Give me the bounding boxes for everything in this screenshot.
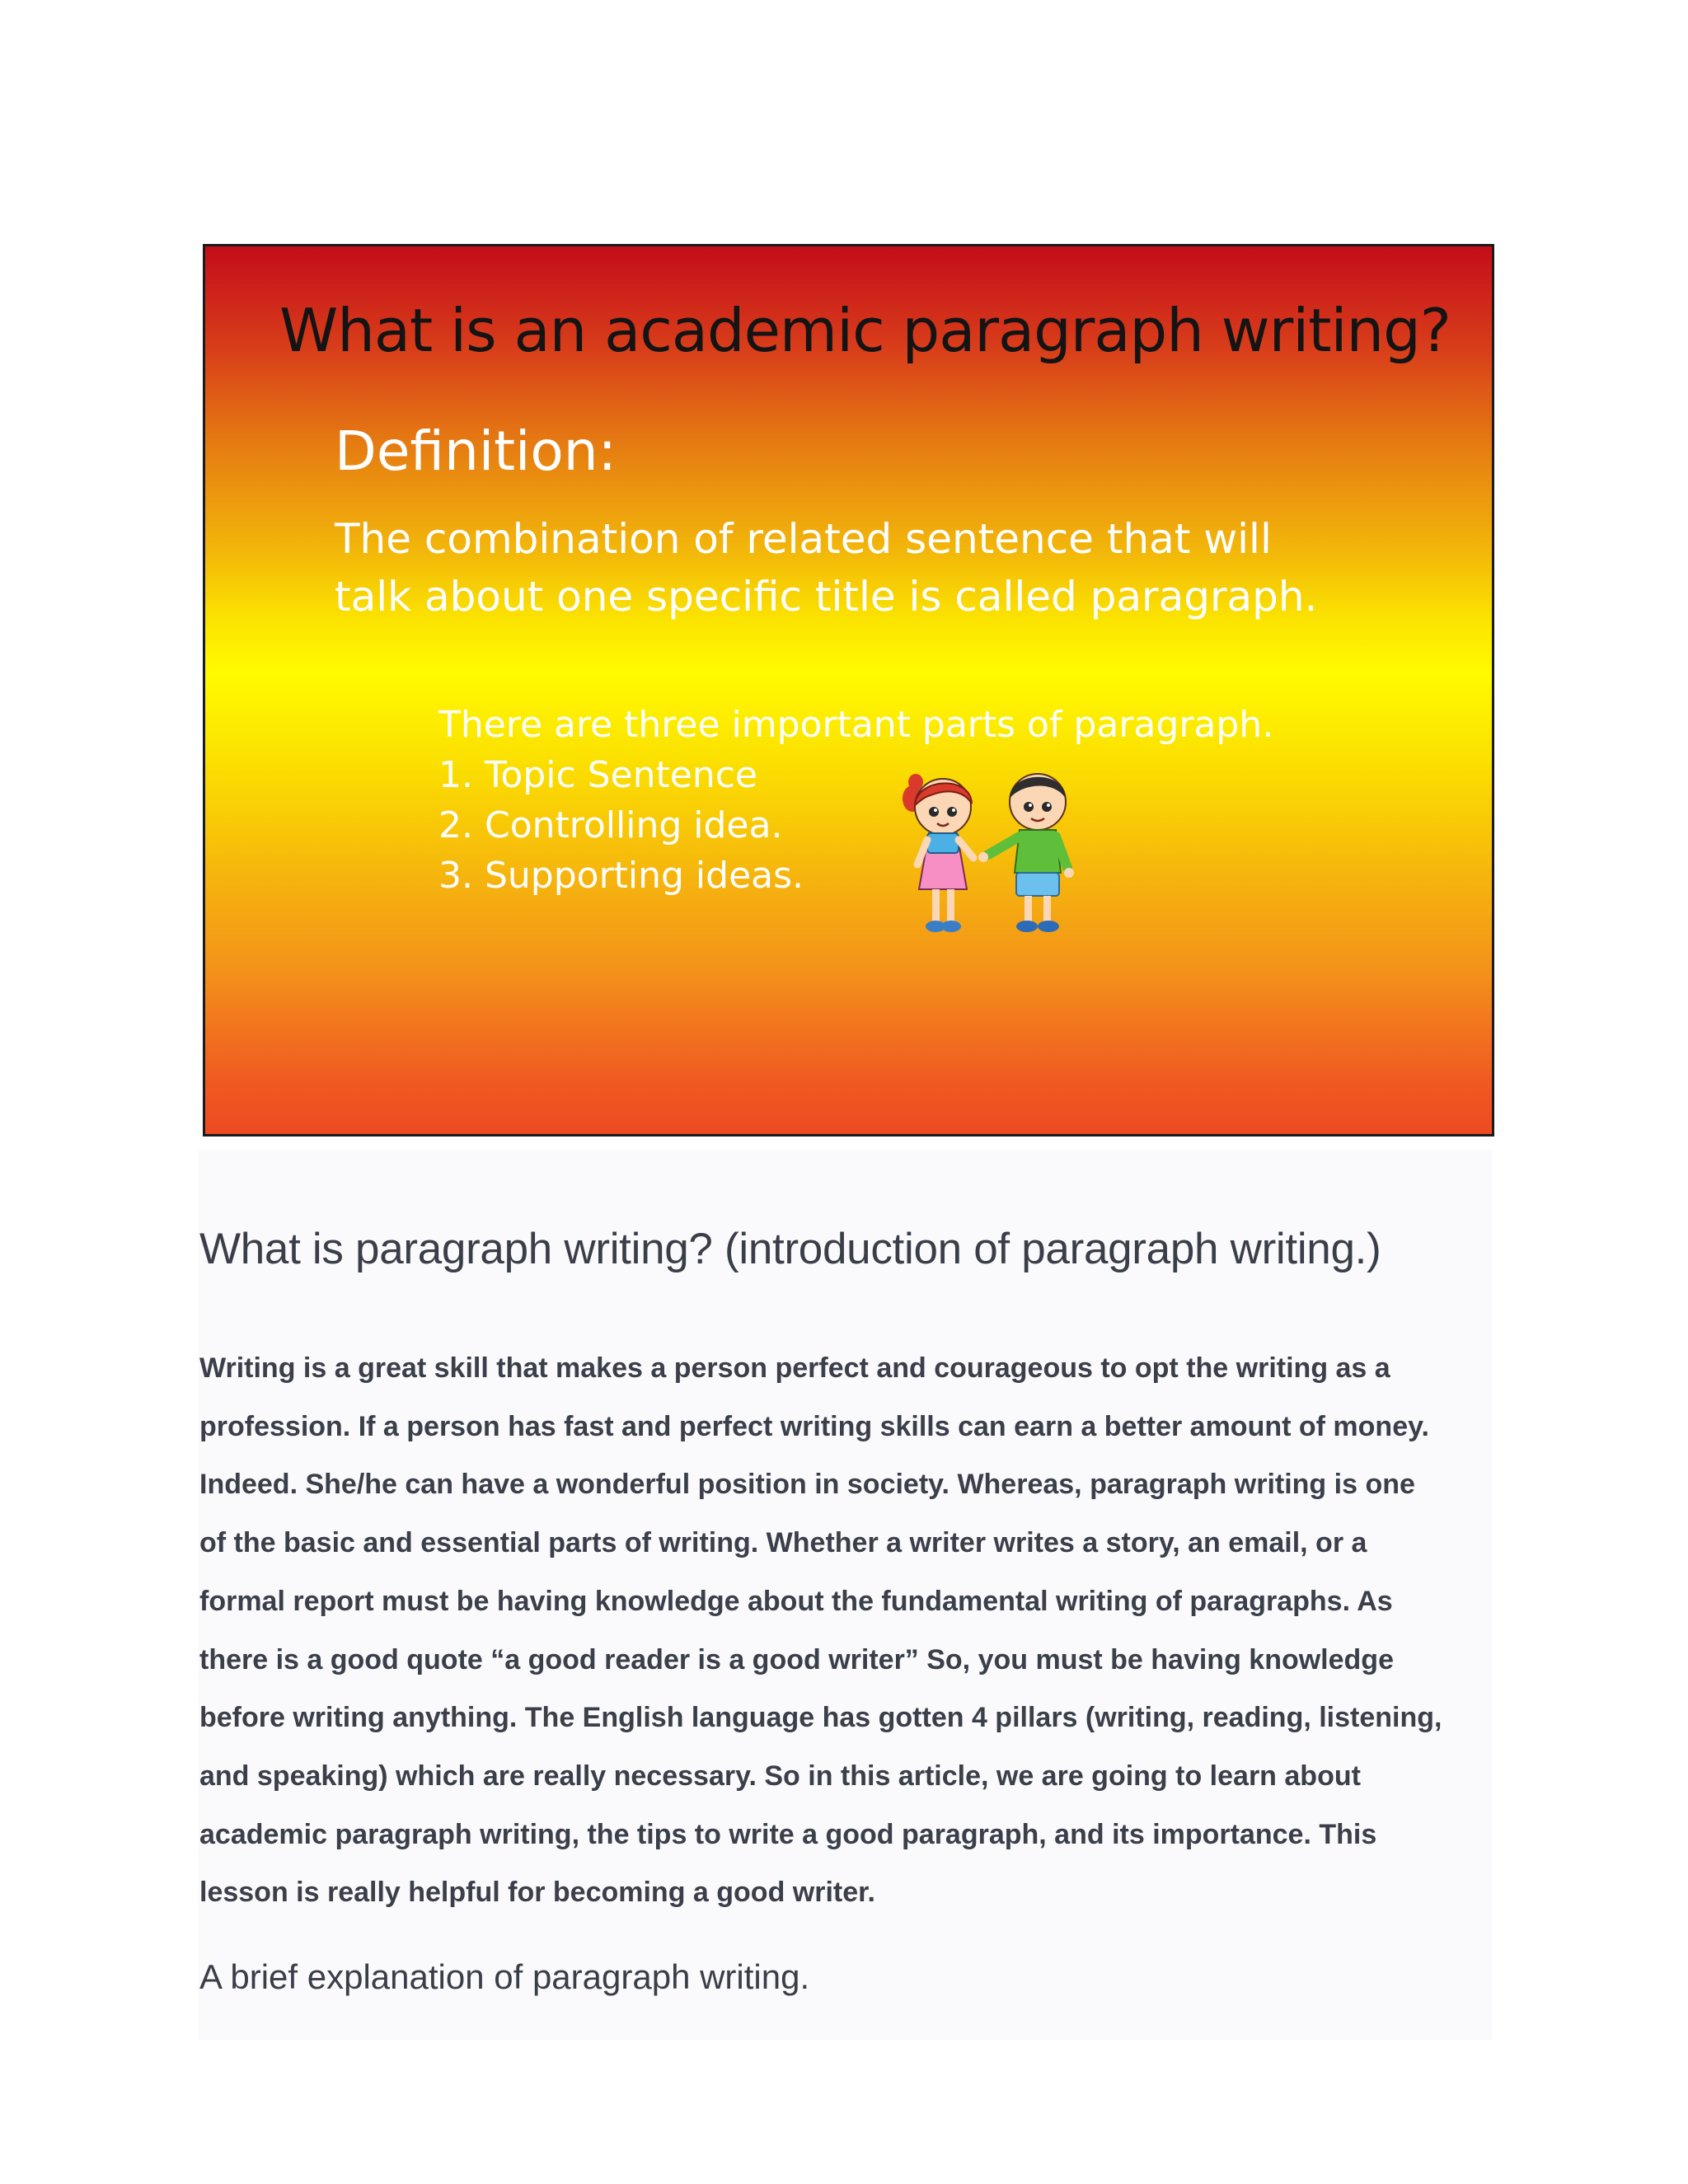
paragraph-line: Indeed. She/he can have a wonderful position in society. Whereas, paragraph writing is one xyxy=(199,1469,1415,1501)
slide-title: What is an academic paragraph writing? xyxy=(279,296,1451,365)
definition-heading: Definition: xyxy=(335,419,617,483)
article-subheading: A brief explanation of paragraph writing. xyxy=(199,1957,810,1996)
definition-text xyxy=(335,510,1373,626)
paragraph-line: there is a good quote “a good reader is a good writer” So, you must be having knowledge xyxy=(199,1643,1394,1675)
definition-line: The combination of related sentence that will xyxy=(335,515,1272,563)
girl-figure xyxy=(903,774,973,932)
paragraph-line: formal report must be having knowledge about the fundamental writing of paragraphs. As xyxy=(199,1585,1393,1617)
article-section xyxy=(198,1150,1492,2040)
paragraph-line: and speaking) which are really necessary. So in this article, we are going to learn about xyxy=(199,1760,1361,1792)
article-heading: What is paragraph writing? (introduction of paragraph writing.) xyxy=(199,1225,1381,1273)
parts-item: 1. Topic Sentence xyxy=(438,754,757,796)
parts-intro: There are three important parts of paragraph. xyxy=(438,704,1274,746)
paragraph-line: academic paragraph writing, the tips to write a good paragraph, and its importance. This xyxy=(199,1818,1377,1850)
article-paragraph xyxy=(199,1339,1485,1922)
boy-figure xyxy=(978,774,1074,932)
definition-line: talk about one specific title is called paragraph. xyxy=(335,573,1318,621)
girl-and-boy-cartoon-icon xyxy=(898,766,1095,955)
paragraph-line: profession. If a person has fast and perfect writing skills can earn a better amount of money. xyxy=(199,1410,1429,1442)
parts-item: 2. Controlling idea. xyxy=(438,804,783,846)
paragraph-line: before writing anything. The English language has gotten 4 pillars (writing, reading, listening, xyxy=(199,1702,1442,1734)
slide-image xyxy=(203,244,1494,1137)
paragraph-parts-list xyxy=(438,700,1273,901)
parts-item: 3. Supporting ideas. xyxy=(438,855,804,897)
paragraph-line: of the basic and essential parts of writing. Whether a writer writes a story, an email, or a xyxy=(199,1527,1367,1559)
paragraph-line: lesson is really helpful for becoming a good writer. xyxy=(199,1877,875,1909)
paragraph-line: Writing is a great skill that makes a person perfect and courageous to opt the writing as a xyxy=(199,1352,1390,1384)
